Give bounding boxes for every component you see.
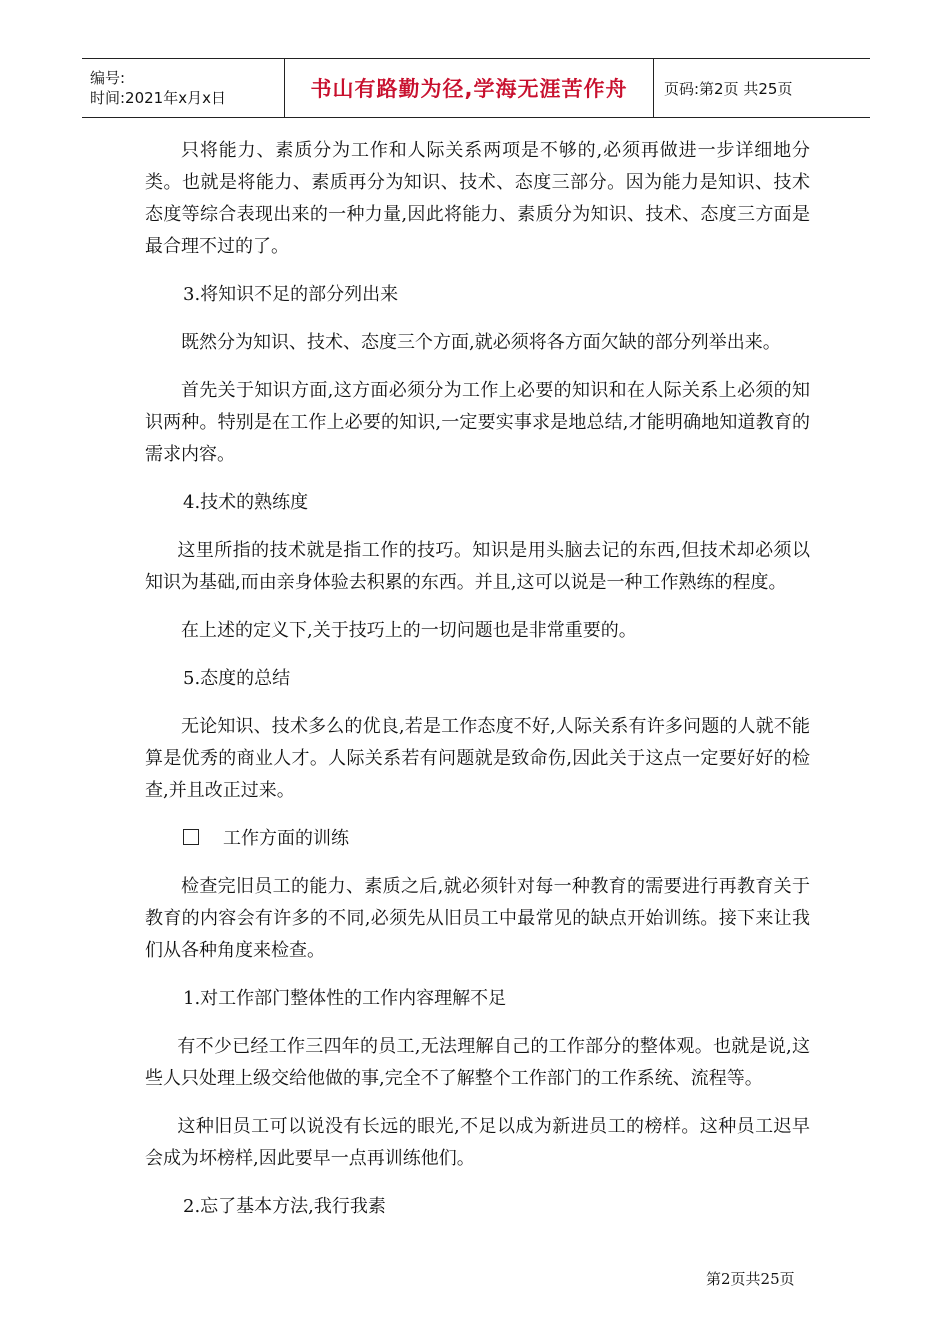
checkbox-square-icon bbox=[183, 829, 199, 845]
paragraph: 这里所指的技术就是指工作的技巧。知识是用头脑去记的东西,但技术却必须以知识为基础,而由亲身体验去积累的东西。并且,这可以说是一种工作熟练的程度。 bbox=[145, 540, 810, 593]
paragraph: 只将能力、素质分为工作和人际关系两项是不够的,必须再做进一步详细地分类。也就是将能力、素质再分为知识、技术、态度三部分。因为能力是知识、技术态度等综合表现出来的一种力量,因此将能力、素质分为知识、技术、态度三方面是最合理不过的了。 bbox=[145, 140, 810, 257]
header-info bbox=[82, 59, 284, 117]
subheading: 2.忘了基本方法,我行我素 bbox=[183, 1196, 386, 1217]
subheading: 3.将知识不足的部分列出来 bbox=[183, 284, 399, 305]
subheading: 5.态度的总结 bbox=[183, 668, 291, 689]
header-page-code: 页码:第2页 共25页 bbox=[664, 79, 793, 98]
page-footer: 第2页共25页 bbox=[706, 1270, 795, 1288]
header-motto-cell bbox=[284, 59, 654, 117]
subheading: 1.对工作部门整体性的工作内容理解不足 bbox=[183, 988, 507, 1009]
page-header bbox=[82, 58, 870, 118]
document-time-label: 时间:2021年x月x日 bbox=[90, 89, 226, 107]
paragraph: 这种旧员工可以说没有长远的眼光,不足以成为新进员工的榜样。这种员工迟早会成为坏榜样,因此要早一点再训练他们。 bbox=[145, 1116, 810, 1169]
document-body bbox=[145, 135, 810, 1239]
section-title: 工作方面的训练 bbox=[223, 828, 349, 849]
subheading: 4.技术的熟练度 bbox=[183, 492, 309, 513]
document-number-label: 编号: bbox=[90, 69, 126, 87]
paragraph: 首先关于知识方面,这方面必须分为工作上必要的知识和在人际关系上必须的知识两种。特别是在工作上必要的知识,一定要实事求是地总结,才能明确地知道教育的需求内容。 bbox=[145, 380, 810, 465]
paragraph: 检查完旧员工的能力、素质之后,就必须针对每一种教育的需要进行再教育关于教育的内容会有许多的不同,必须先从旧员工中最常见的缺点开始训练。接下来让我们从各种角度来检查。 bbox=[145, 876, 810, 961]
paragraph: 既然分为知识、技术、态度三个方面,就必须将各方面欠缺的部分列举出来。 bbox=[181, 332, 781, 353]
paragraph: 无论知识、技术多么的优良,若是工作态度不好,人际关系有许多问题的人就不能算是优秀的商业人才。人际关系若有问题就是致命伤,因此关于这点一定要好好的检查,并且改正过来。 bbox=[145, 716, 810, 801]
paragraph: 有不少已经工作三四年的员工,无法理解自己的工作部分的整体观。也就是说,这些人只处理上级交给他做的事,完全不了解整个工作部门的工作系统、流程等。 bbox=[145, 1036, 810, 1089]
header-motto: 书山有路勤为径,学海无涯苦作舟 bbox=[310, 77, 628, 101]
section-heading bbox=[145, 823, 810, 855]
paragraph: 在上述的定义下,关于技巧上的一切问题也是非常重要的。 bbox=[181, 620, 637, 641]
